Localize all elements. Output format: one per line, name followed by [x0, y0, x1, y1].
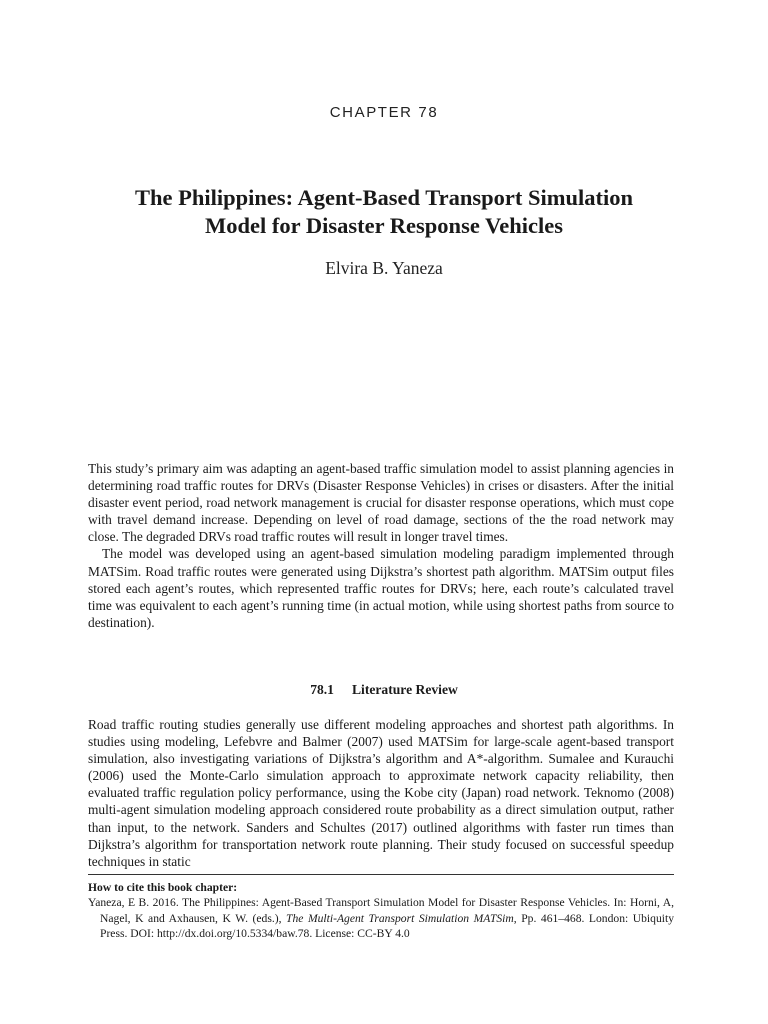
citation-heading: How to cite this book chapter:: [88, 881, 238, 894]
footnote-divider: [88, 874, 674, 875]
section-number: 78.1: [310, 682, 334, 697]
abstract-paragraph-2: The model was developed using an agent-based simulation modeling paradigm implemented through MATSim. Road traffic routes were generated using Dijkstra’s shortest path algorithm. MATSim output files stored each agent’s routes, which represented traffic routes for DRVs; here, each route’s calculated travel time was equivalent to each agent’s running time (in actual motion, while using shortest paths from source to destination).: [88, 546, 674, 630]
citation-text-start: Yaneza, E B. 2016. The Philippines: Agent-Based Transport Simulation Model for Disaster Response Vehicles. In: Horni, A, Nagel, K and Axhausen, K W. (eds.),: [88, 896, 674, 925]
section-heading: [0, 682, 768, 698]
chapter-title: [60, 184, 708, 240]
abstract-paragraph-1: This study’s primary aim was adapting an agent-based traffic simulation model to assist planning agencies in determining road traffic routes for DRVs (Disaster Response Vehicles) in crises or disasters. After the initial disaster event period, road network management is crucial for disaster response operations, which must cope with travel demand increase. Depending on level of road damage, sections of the the road network may close. The degraded DRVs road traffic routes will result in longer travel times.: [88, 461, 674, 545]
citation-text-end: , Pp. 461–468. London: Ubiquity Press. DOI: http://dx.doi.org/10.5334/baw.78. License: CC-BY 4.0: [100, 911, 674, 941]
citation-text: [88, 895, 674, 941]
literature-paragraph-1: Road traffic routing studies generally use different modeling approaches and shortest path algorithms. In studies using modeling, Lefebvre and Balmer (2007) used MATSim for large-scale agent-based transport simulation, also investigating variations of Dijkstra’s algorithm and A*-algorithm. Sumalee and Kurauchi (2006) used the Monte-Carlo simulation approach to approximate network capacity reliability, then evaluated traffic regulation policy performance, using the Kobe city (Japan) road network. Teknomo (2008) multi-agent simulation modeling approach considered route probability as a direct simulation output, rather than input, to the network. Sanders and Schultes (2017) outlined algorithms with faster run times than Dijkstra’s algorithm for transportation network route planning. Their study focused on successful speedup techniques in static: [88, 717, 674, 869]
literature-review-body: [88, 716, 674, 870]
section-title: Literature Review: [351, 682, 458, 697]
chapter-title-line-1: The Philippines: Agent-Based Transport Simulation: [134, 185, 633, 210]
citation-book-title: The Multi-Agent Transport Simulation MATSim: [286, 911, 514, 925]
abstract: [88, 460, 674, 631]
citation-block: [88, 880, 674, 942]
chapter-title-line-2: Model for Disaster Response Vehicles: [205, 213, 563, 238]
chapter-label: CHAPTER 78: [329, 104, 439, 121]
author-name: Elvira B. Yaneza: [325, 258, 443, 278]
